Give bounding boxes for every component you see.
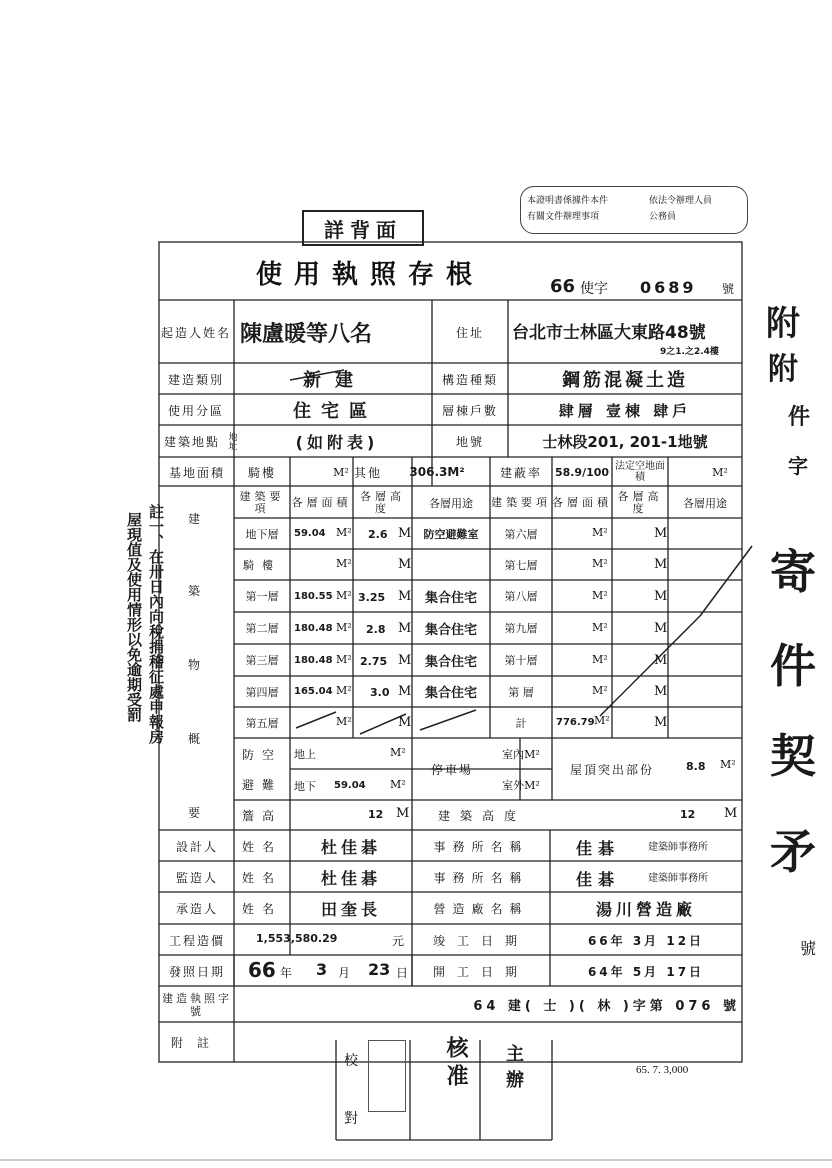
right-margin-char-5: 寄: [770, 545, 816, 599]
floor-8-area-unit: M²: [592, 589, 608, 602]
right-margin-char-6: 件: [770, 639, 816, 693]
floor-name-7: 第七層: [504, 558, 538, 572]
floor-area-unit: M²: [336, 653, 352, 666]
side-note-column-1: [148, 504, 164, 744]
floor-area: 59.04: [294, 528, 326, 539]
completion-date-value: 66年 3月 12日: [587, 933, 705, 948]
issue-date-label: 發照日期: [168, 964, 225, 979]
floor-total-height-unit: M: [654, 715, 668, 730]
owner-label: 起造人姓名: [161, 325, 232, 340]
floor-9-area-unit: M²: [592, 621, 608, 634]
floor-height: 2.6: [368, 528, 388, 541]
address-value: 台北市士林區大東路48號: [512, 323, 706, 343]
arcade-label: 騎樓: [247, 465, 276, 480]
building-label-3: 物: [188, 658, 203, 672]
side-note-char: 使: [125, 572, 143, 587]
building-height-value: 12: [680, 808, 696, 821]
side-note-char: 一: [147, 519, 165, 534]
contractor-firm: 湯川營造廠: [595, 900, 696, 919]
building-label-5: 要: [188, 806, 203, 820]
site-area-label: 基地面積: [168, 465, 225, 480]
contractor-firm-label: 營造廠名稱: [433, 902, 529, 916]
lot-number-label: 地號: [455, 434, 484, 449]
address-label: 住址: [455, 325, 484, 340]
floor-name-9: 第九層: [504, 622, 538, 635]
side-note-char: 申: [147, 699, 165, 714]
side-note-char: 稅: [147, 624, 165, 639]
right-margin-end: 號: [800, 939, 817, 958]
side-note-char: 屋: [125, 512, 143, 527]
building-permit-value: 64 建( 士 )( 林 )字第 076 號: [473, 999, 740, 1014]
shelter-below-value: 59.04: [334, 780, 366, 791]
lot-number-value: 士林段201, 201-1地號: [542, 432, 708, 451]
cert-stamp-line-2: 有關文件辦理事項: [527, 212, 600, 222]
contractor-name-label: 姓名: [241, 902, 282, 916]
designer-office: 佳碁: [576, 839, 621, 858]
col-header-item-left: 建築要項: [239, 489, 285, 515]
cost-label: 工程造價: [168, 933, 225, 948]
side-note-char: 報: [147, 714, 165, 729]
floor-name: 地下層: [245, 527, 279, 541]
col-header-height-left: 各層高度: [360, 489, 405, 515]
arcade-unit: M²: [333, 465, 349, 479]
side-note-char: 向: [147, 609, 165, 624]
site-address-sublabel: 地址: [226, 432, 237, 450]
floor-height-unit: M: [398, 715, 412, 730]
detail-back-stamp: [302, 210, 424, 246]
building-type-value: 新建: [303, 370, 367, 391]
right-margin-char-3: 件: [788, 405, 811, 430]
floor-name: 第五層: [245, 716, 279, 730]
side-note-char: 捐: [147, 639, 165, 654]
address-sub: 9之1.之2.4樓: [660, 347, 719, 357]
side-note-char: 征: [147, 669, 165, 684]
col-header-height-right: 各層高度: [617, 489, 663, 515]
floor-area-unit: M²: [336, 526, 352, 539]
building-label-4: 概: [188, 732, 203, 746]
side-note-char: 形: [125, 617, 143, 632]
floor-10-area-unit: M²: [592, 653, 608, 666]
side-note-char: 及: [125, 557, 143, 572]
supervisor-label: 監造人: [175, 870, 218, 885]
floor-area: 180.48: [294, 655, 333, 666]
side-note-column-2: [126, 512, 142, 722]
issue-year: 66: [248, 958, 276, 982]
side-note-char: 內: [147, 594, 165, 609]
floor-6-height-unit: M: [654, 526, 668, 541]
right-margin-char-2: 附: [768, 352, 798, 387]
start-date-label: 開工日期: [432, 964, 529, 979]
col-header-area-left: 各層面積: [291, 495, 352, 509]
right-margin-char-4: 字: [788, 454, 808, 478]
building-height-label: 建築高度: [437, 809, 526, 823]
eave-height-unit: M: [396, 806, 410, 821]
floor-extra-area-unit: M²: [592, 684, 608, 697]
supervisor-office-suffix: 建築師事務所: [648, 873, 708, 884]
issue-day: 23: [368, 960, 391, 979]
col-header-area-right: 各層面積: [552, 495, 612, 509]
floor-name: 第一層: [245, 590, 279, 603]
issue-month: 3: [316, 960, 328, 979]
cert-stamp-line-4: 公務員: [649, 212, 677, 222]
floor-name: 第二層: [245, 622, 279, 635]
floor-10-height-unit: M: [654, 653, 668, 668]
roof-protrusion-label: 屋頂突出部份: [569, 763, 654, 777]
coverage-label: 建蔽率: [499, 465, 542, 480]
other-label: 其他: [353, 465, 382, 480]
designer-name: 杜佳碁: [320, 837, 381, 857]
contractor-label: 承造人: [175, 902, 218, 916]
certification-stamp: [520, 186, 748, 234]
floor-height-unit: M: [398, 653, 412, 668]
floor-area-unit: M²: [336, 715, 352, 728]
permit-prefix: 66: [550, 276, 576, 297]
floor-height: 2.8: [366, 623, 386, 636]
side-note-char: 在: [147, 549, 165, 564]
shelter-above-label: 地上: [294, 748, 316, 761]
col-header-use-left: 各層用途: [429, 496, 473, 510]
supervisor-office: 佳碁: [576, 870, 621, 889]
floor-area-unit: M²: [336, 589, 352, 602]
form-print-code: 65. 7. 3,000: [636, 1064, 689, 1076]
side-note-char: 卅: [147, 564, 165, 579]
roof-protrusion-value: 8.8: [686, 760, 706, 773]
side-note-char: 、: [147, 534, 165, 549]
building-label-2: 築: [188, 584, 203, 598]
side-note-char: 受: [125, 692, 143, 707]
floor-height: 3.0: [370, 686, 390, 699]
approval-seal: 核准: [443, 1036, 468, 1092]
floor-height-unit: M: [398, 684, 412, 699]
shelter-below-unit: M²: [390, 778, 406, 791]
start-date-value: 64年 5月 17日: [587, 964, 705, 979]
proofread-seal: [368, 1040, 406, 1112]
floor-total-area: 776.79: [556, 717, 595, 728]
designer-office-label: 事務所名稱: [433, 839, 529, 854]
contractor-name: 田奎長: [320, 900, 381, 919]
roof-protrusion-unit: M²: [720, 758, 736, 771]
right-margin-char-8: 矛: [770, 825, 816, 879]
side-note-char: 日: [147, 579, 165, 594]
side-note-char: 情: [125, 602, 143, 617]
site-address-label: 建築地點: [163, 434, 220, 449]
floor-height-unit: M: [398, 526, 412, 541]
floor-8-height-unit: M: [654, 589, 668, 604]
floor-height-unit: M: [398, 557, 412, 572]
detail-back-stamp-text: 詳背面: [324, 217, 402, 242]
floor-use: 集合住宅: [424, 654, 477, 670]
permit-suffix: 號: [722, 282, 735, 296]
side-note-char: 罰: [125, 707, 143, 722]
form-title: 使用執照存根: [256, 260, 485, 290]
side-note-char: 房: [147, 729, 165, 744]
issue-month-char: 月: [338, 966, 351, 980]
floor-name-10: 第十層: [504, 654, 538, 667]
floor-name: 第三層: [245, 654, 279, 667]
shelter-label-top: 防空: [241, 747, 282, 762]
floor-name-extra: 第 層: [508, 685, 534, 699]
col-header-use-right: 各層用途: [683, 496, 727, 510]
notes-label: 附註: [170, 1036, 223, 1050]
floor-height-unit: M: [398, 621, 412, 636]
floor-height: 3.25: [358, 591, 386, 604]
floor-area-unit: M²: [336, 684, 352, 697]
floor-extra-height-unit: M: [654, 684, 668, 699]
floor-area: 180.48: [294, 623, 333, 634]
floor-area: 180.55: [294, 591, 333, 602]
eave-height-label: 簷高: [241, 809, 282, 823]
building-height-unit: M: [724, 806, 738, 821]
side-note-char: 值: [125, 542, 143, 557]
shelter-label-bottom: 避難: [241, 778, 282, 792]
designer-label: 設計人: [175, 839, 218, 854]
shelter-below-label: 地下: [294, 780, 316, 793]
side-note-char: 註: [147, 504, 165, 519]
floor-use: 防空避難室: [423, 527, 479, 541]
floor-use: 集合住宅: [424, 590, 477, 606]
other-value: 306.3M²: [409, 465, 465, 479]
parking-label: 停車場: [430, 763, 473, 777]
floor-area-unit: M²: [336, 621, 352, 634]
structure-type-value: 鋼筋混凝土造: [562, 370, 688, 391]
cost-value: 1,553,580.29: [256, 932, 338, 945]
floor-total-area-unit: M²: [594, 714, 610, 727]
supervisor-office-label: 事務所名稱: [433, 870, 529, 885]
floors-units-label: 層棟戶數: [441, 403, 498, 418]
parking-outdoor: 室外M²: [502, 778, 540, 792]
cert-stamp-line-3: 依法令辦理人員: [649, 196, 713, 206]
floor-use: 集合住宅: [424, 686, 477, 701]
side-note-char: 現: [125, 527, 143, 542]
floor-7-height-unit: M: [654, 557, 668, 572]
permit-number: 0689: [640, 278, 697, 297]
supervisor-name: 杜佳碁: [320, 868, 381, 888]
building-type-label: 建造類別: [167, 372, 224, 387]
floor-total-label: 計: [515, 716, 527, 730]
floors-units-value: 肆層 壹棟 肆戶: [558, 401, 692, 420]
floor-9-height-unit: M: [654, 621, 668, 636]
floor-6-area-unit: M²: [592, 526, 608, 539]
usage-zone-value: 住宅區: [293, 401, 377, 422]
building-permit-label: 建造執照字號: [162, 991, 232, 1018]
permit-word: 使字: [580, 281, 608, 297]
parking-indoor: 室內M²: [502, 748, 540, 761]
side-note-char: 處: [147, 684, 165, 699]
right-margin-char-1: 附: [766, 304, 800, 344]
open-space-unit: M²: [712, 465, 728, 479]
eave-height-value: 12: [368, 808, 384, 821]
structure-type-label: 構造種類: [441, 372, 498, 387]
open-space-label: 法定空地面積: [615, 461, 665, 483]
side-note-char: 稽: [147, 654, 165, 669]
issue-day-char: 日: [396, 966, 409, 980]
side-note-char: 以: [125, 632, 143, 647]
officer-seal: 主辦: [503, 1044, 524, 1096]
building-label-1: 建: [188, 512, 203, 526]
cost-unit: 元: [392, 934, 405, 948]
coverage-value: 58.9/100: [554, 465, 610, 479]
floor-height-unit: M: [398, 589, 412, 604]
floor-use: 集合住宅: [424, 622, 477, 638]
floor-height: 2.75: [360, 655, 388, 668]
designer-office-suffix: 建築師事務所: [648, 842, 708, 853]
side-note-char: 用: [125, 587, 143, 602]
site-address-value: (如附表): [295, 432, 379, 452]
floor-area-unit: M²: [336, 557, 352, 570]
side-note-char: 免: [125, 647, 143, 662]
floor-name: 第四層: [245, 685, 279, 699]
supervisor-name-label: 姓名: [241, 870, 282, 885]
shelter-above-unit: M²: [390, 746, 406, 759]
side-note-char: 逾: [125, 662, 143, 677]
proofread-label: 校: [344, 1053, 360, 1069]
cert-stamp-line-1: 本證明書係據件本件: [527, 196, 609, 206]
proofread-sublabel: 對: [344, 1111, 360, 1127]
usage-zone-label: 使用分區: [167, 403, 224, 418]
col-header-item-right: 建築要項: [491, 495, 551, 509]
designer-name-label: 姓名: [241, 839, 282, 854]
floor-name: 騎樓: [243, 558, 281, 572]
issue-year-char: 年: [280, 966, 293, 980]
right-margin-char-7: 契: [770, 729, 816, 783]
floor-name-8: 第八層: [504, 590, 538, 603]
floor-7-area-unit: M²: [592, 557, 608, 570]
owner-value: 陳盧暖等八名: [240, 321, 373, 347]
completion-date-label: 竣工日期: [432, 933, 529, 948]
floor-name-6: 第六層: [504, 527, 538, 541]
floor-area: 165.04: [294, 686, 333, 697]
side-note-char: 期: [125, 677, 143, 692]
